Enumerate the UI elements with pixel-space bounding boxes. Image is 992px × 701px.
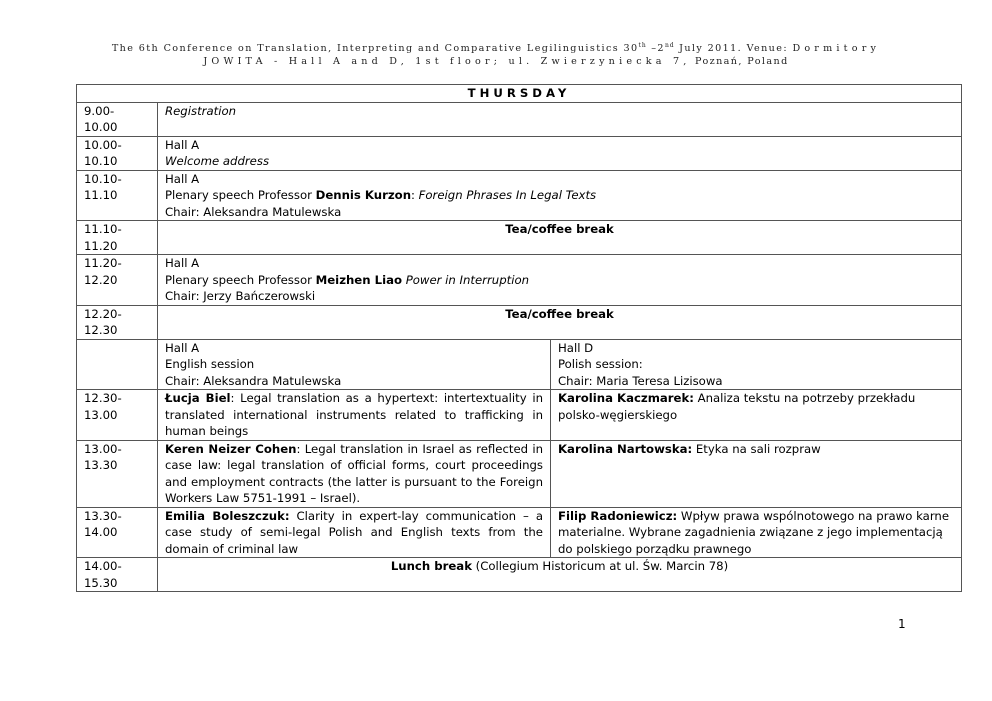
speaker-name: Karolina Nartowska: [558, 441, 693, 456]
speaker-name: Łucja Biel [165, 391, 231, 405]
time-text: 12.30- 13.00 [84, 391, 122, 422]
day-header-row [77, 85, 962, 103]
time-text: 10.00- 10.10 [84, 137, 122, 168]
talk-title: Wpływ prawa wspólnotowego na prawo karne materialne. Wybrane zagadnienia związane z jego implementacją do polskiego porządku prawnego [558, 508, 950, 556]
chair-label: Chair: Aleksandra Matulewska [165, 204, 342, 219]
time-cell [77, 102, 158, 136]
talk-cell-english [158, 390, 551, 441]
session-name: Polish session: [558, 357, 643, 371]
table-row [77, 102, 962, 136]
talk-title: Etyka na sali rozpraw [692, 441, 821, 456]
header-address: JOWITA - Hall A and D, 1st floor; ul. Zwierzyniecka 7, [203, 56, 691, 67]
talk-cell-polish [551, 440, 962, 507]
header-text: July 2011. Venue: [674, 43, 793, 54]
table-row [77, 221, 962, 255]
session-d-cell [551, 339, 962, 390]
document-header-line-1 [0, 42, 992, 54]
plenary-line [165, 187, 954, 204]
talk-title: Power in Interruption [405, 272, 530, 287]
speaker-name: Karolina Kaczmarek: [558, 391, 694, 405]
time-text: 13.30- 14.00 [84, 508, 122, 539]
table-row [77, 440, 962, 507]
lunch-location: (Collegium Historicum at ul. Św. Marcin 78) [471, 559, 729, 573]
header-city: Poznań, Poland [690, 56, 789, 67]
talk-cell-polish [551, 390, 962, 441]
time-cell [77, 170, 158, 221]
time-text: 9.00- 10.00 [84, 103, 118, 134]
time-cell [77, 305, 158, 339]
break-cell [158, 558, 962, 592]
event-title: Welcome address [165, 154, 270, 168]
table-row [77, 558, 962, 592]
speaker-name: Filip Radoniewicz: [558, 508, 678, 523]
day-title: THURSDAY [77, 85, 962, 103]
time-cell [77, 221, 158, 255]
plenary-prefix: Plenary speech Professor [165, 188, 316, 202]
event-cell [158, 255, 962, 306]
talk-title: : Legal translation as a hypertext: intertextuality in translated international instruments related to trafficking in human beings [165, 391, 544, 438]
talk-cell-english [158, 440, 551, 507]
speaker-name: Emilia Boleszczuk: [165, 508, 290, 523]
header-text: The 6th Conference on Translation, Interpreting and Comparative Legilinguistics 30 [111, 43, 639, 54]
event-cell [158, 102, 962, 136]
hall-label: Hall A [165, 171, 200, 186]
time-cell [77, 136, 158, 170]
time-cell [77, 507, 158, 558]
table-row [77, 390, 962, 441]
talk-cell-polish [551, 507, 962, 558]
session-name: English session [165, 357, 255, 371]
speaker-name: Dennis Kurzon [315, 188, 412, 202]
lunch-label: Lunch break [390, 559, 472, 573]
break-cell: Tea/coffee break [158, 305, 962, 339]
time-text: 12.20- 12.30 [84, 306, 122, 337]
speaker-name: Keren Neizer Cohen [165, 441, 297, 456]
time-text: 10.10- 11.10 [84, 171, 122, 202]
time-cell [77, 440, 158, 507]
header-text: –2 [646, 43, 665, 54]
time-text: 11.10- 11.20 [84, 222, 122, 253]
time-cell [77, 390, 158, 441]
time-text: 14.00- 15.30 [84, 559, 122, 590]
event-cell [158, 170, 962, 221]
table-row [77, 170, 962, 221]
plenary-line [165, 272, 954, 289]
time-cell [77, 558, 158, 592]
plenary-prefix: Plenary speech Professor [165, 272, 316, 287]
hall-label: Hall A [165, 256, 200, 270]
time-cell-empty [77, 339, 158, 390]
break-cell: Tea/coffee break [158, 221, 962, 255]
header-sup: nd [664, 42, 675, 49]
table-row [77, 136, 962, 170]
speaker-name: Meizhen Liao [315, 272, 402, 287]
talk-title: Foreign Phrases In Legal Texts [418, 188, 597, 202]
header-venue: Dormitory [792, 43, 881, 54]
document-header-line-2 [0, 56, 992, 67]
event-cell [158, 136, 962, 170]
talk-title: : Legal translation in Israel as reflected in case law: legal translation of official forms, court proceedings and employment contracts (the latter is pursuant to the Foreign Workers Law 5751-1991 – Israel). [165, 441, 544, 505]
time-text: 13.00- 13.30 [84, 441, 122, 472]
talk-cell-english [158, 507, 551, 558]
hall-label: Hall D [558, 340, 594, 355]
separator: : [411, 188, 419, 202]
talk-title: Analiza tekstu na potrzeby przekładu polsko-węgierskiego [558, 391, 916, 422]
chair-label: Chair: Maria Teresa Lizisowa [558, 373, 723, 388]
chair-label: Chair: Aleksandra Matulewska [165, 373, 342, 388]
schedule-table [76, 84, 962, 592]
session-header-row [77, 339, 962, 390]
hall-label: Hall A [165, 137, 200, 152]
page-number: 1 [898, 617, 906, 631]
time-text: 11.20- 12.20 [84, 256, 122, 287]
header-sup: th [638, 42, 647, 49]
chair-label: Chair: Jerzy Bańczerowski [165, 289, 316, 303]
hall-label: Hall A [165, 340, 200, 355]
talk-title: Clarity in expert-lay communication – a case study of semi-legal Polish and English texts from the domain of criminal law [165, 508, 543, 556]
table-row [77, 305, 962, 339]
session-a-cell [158, 339, 551, 390]
table-row [77, 255, 962, 306]
event-title: Registration [165, 103, 237, 118]
table-row [77, 507, 962, 558]
time-cell [77, 255, 158, 306]
